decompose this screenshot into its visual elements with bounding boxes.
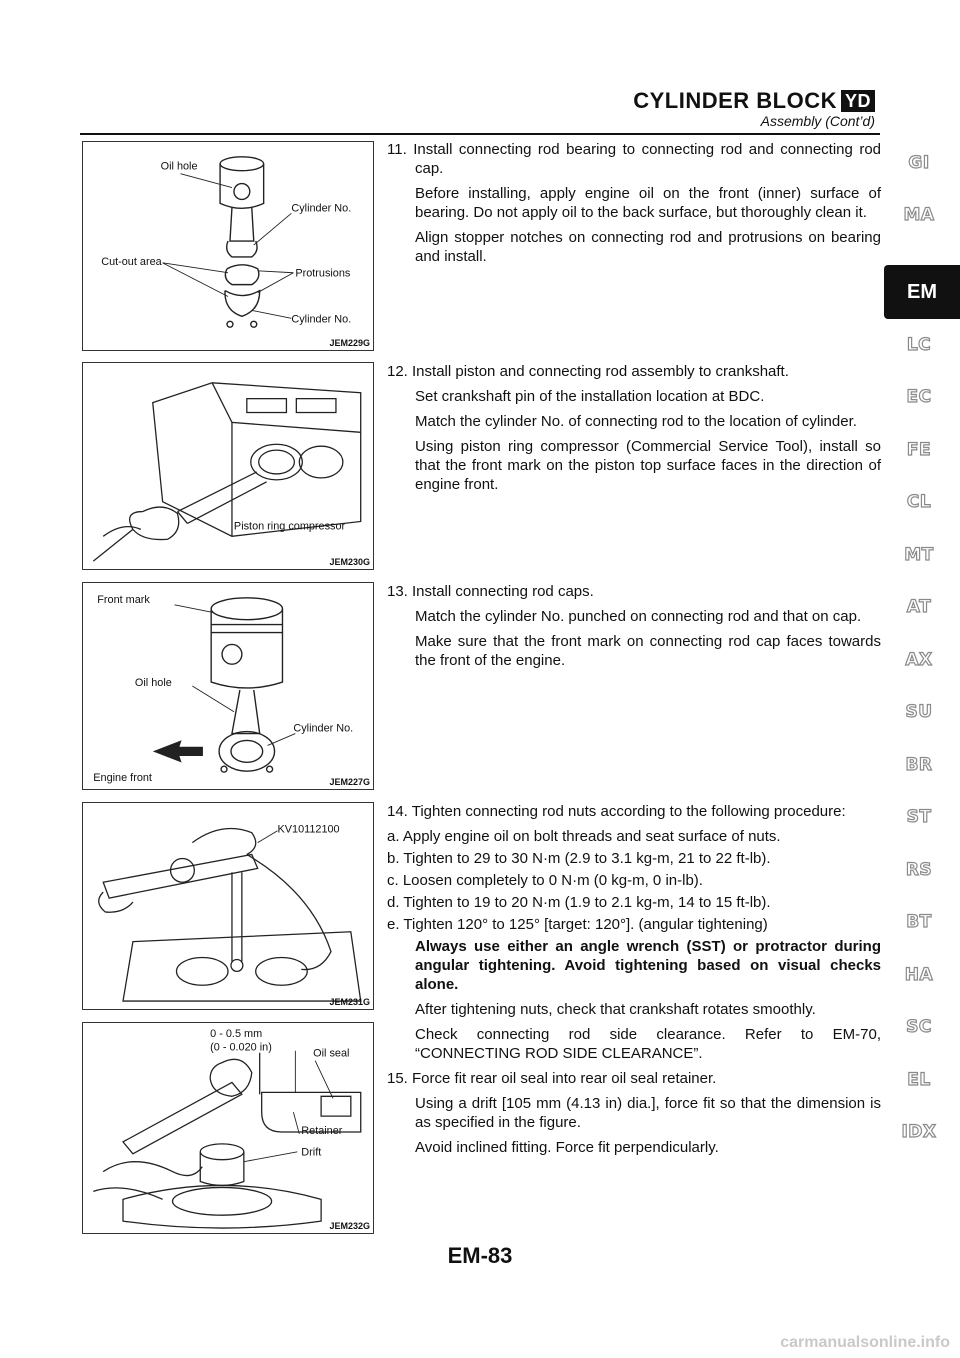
- tab-bt[interactable]: BT: [906, 912, 932, 932]
- label-piston-ring-compressor: Piston ring compressor: [233, 520, 346, 533]
- step-13: [387, 582, 881, 676]
- figure-code: JEM230G: [329, 557, 370, 567]
- figure-code: JEM231G: [329, 997, 370, 1007]
- piston-install-illustration: [83, 363, 373, 569]
- step-13-title: 13. Install connecting rod caps.: [387, 583, 594, 600]
- label-retainer: Retainer: [301, 1124, 343, 1137]
- tab-gi[interactable]: GI: [908, 153, 930, 173]
- step-12: [387, 362, 881, 500]
- step-12-title: 12. Install piston and connecting rod assembly to crankshaft.: [387, 363, 789, 380]
- tab-em-active[interactable]: EM: [884, 265, 960, 319]
- tab-st[interactable]: ST: [906, 807, 932, 827]
- step-14-para: After tightening nuts, check that crankshaft rotates smoothly.: [415, 1001, 816, 1018]
- nut-tightening-illustration: [83, 803, 373, 1009]
- figure-code: JEM227G: [329, 777, 370, 787]
- step-11-para: Before installing, apply engine oil on the front (inner) surface of bearing. Do not apply oil to the back surface, but thoroughly clean it.: [415, 185, 881, 221]
- step-14-warning: Always use either an angle wrench (SST) or protractor during angular tightening. Avoid tightening based on visual checks alone.: [415, 938, 881, 993]
- tab-el[interactable]: EL: [907, 1070, 931, 1090]
- tab-ha[interactable]: HA: [904, 965, 934, 985]
- label-kv10112100: KV10112100: [277, 823, 340, 836]
- step-14-d: d. Tighten to 19 to 20 N·m (1.9 to 2.1 kg-m, 14 to 15 ft-lb).: [387, 894, 771, 911]
- step-14-title: 14. Tighten connecting rod nuts according to the following procedure:: [387, 803, 846, 820]
- label-oil-seal: Oil seal: [313, 1047, 350, 1060]
- section-title: [633, 88, 875, 114]
- tab-ec[interactable]: EC: [906, 387, 932, 407]
- label-cylinder-no: Cylinder No.: [293, 722, 354, 735]
- label-oil-hole: Oil hole: [160, 160, 198, 173]
- figure-jem230g: [82, 362, 374, 570]
- label-clearance-in: (0 - 0.020 in): [210, 1041, 272, 1054]
- tab-at[interactable]: AT: [906, 597, 932, 617]
- step-13-para: Match the cylinder No. punched on connecting rod and that on cap.: [415, 608, 862, 625]
- step-14-para: Check connecting rod side clearance. Refer to EM-70, “CONNECTING ROD SIDE CLEARANCE”.: [415, 1026, 881, 1062]
- step-14-c: c. Loosen completely to 0 N·m (0 kg-m, 0 in-lb).: [387, 872, 703, 889]
- figure-code: JEM229G: [329, 338, 370, 348]
- step-14: [387, 802, 881, 1163]
- rod-bearing-illustration: [83, 142, 373, 350]
- header-rule: [80, 133, 880, 135]
- tab-su[interactable]: SU: [905, 702, 933, 722]
- engine-badge: YD: [841, 90, 875, 112]
- section-title-text: CYLINDER BLOCK: [633, 88, 837, 113]
- step-14-b: b. Tighten to 29 to 30 N·m (2.9 to 3.1 kg-m, 21 to 22 ft-lb).: [387, 850, 771, 867]
- label-clearance-mm: 0 - 0.5 mm: [210, 1027, 263, 1040]
- label-drift: Drift: [301, 1146, 322, 1159]
- label-front-mark: Front mark: [97, 593, 150, 606]
- rod-cap-illustration: [83, 583, 373, 789]
- oil-seal-fitting-illustration: [83, 1023, 373, 1233]
- label-engine-front: Engine front: [93, 772, 152, 785]
- label-oil-hole: Oil hole: [134, 677, 172, 689]
- tab-lc[interactable]: LC: [906, 335, 932, 355]
- step-13-para: Make sure that the front mark on connecting rod cap faces towards the front of the engine.: [415, 633, 881, 669]
- label-cylinder-no: Cylinder No.: [291, 202, 352, 215]
- tab-rs[interactable]: RS: [905, 860, 933, 880]
- tab-ma[interactable]: MA: [903, 205, 935, 225]
- tab-sc[interactable]: SC: [906, 1017, 932, 1037]
- step-11: [387, 140, 881, 272]
- label-cut-out-area: Cut-out area: [101, 255, 162, 268]
- step-12-para: Using piston ring compressor (Commercial Service Tool), install so that the front mark on the piston top surface faces in the direction of engine front.: [415, 438, 881, 493]
- tab-br[interactable]: BR: [905, 755, 933, 775]
- tab-mt[interactable]: MT: [904, 545, 934, 565]
- step-14-e: e. Tighten 120° to 125° [target: 120°]. (angular tightening): [387, 916, 768, 933]
- figure-jem231g: [82, 802, 374, 1010]
- step-14-a: a. Apply engine oil on bolt threads and seat surface of nuts.: [387, 828, 781, 845]
- figure-jem227g: [82, 582, 374, 790]
- figure-jem232g: [82, 1022, 374, 1234]
- tab-cl[interactable]: CL: [906, 492, 932, 512]
- section-index-tabs: [880, 135, 960, 1155]
- tab-idx[interactable]: IDX: [901, 1122, 937, 1142]
- page-number: EM-83: [447, 1243, 513, 1268]
- step-15-para: Avoid inclined fitting. Force fit perpendicularly.: [415, 1139, 719, 1156]
- watermark-text: carmanualsonline.info: [780, 1334, 950, 1351]
- figure-code: JEM232G: [329, 1221, 370, 1231]
- tab-ax[interactable]: AX: [905, 650, 933, 670]
- step-12-para: Match the cylinder No. of connecting rod to the location of cylinder.: [415, 413, 857, 430]
- step-15-para: Using a drift [105 mm (4.13 in) dia.], force fit so that the dimension is as specified in the figure.: [415, 1095, 881, 1131]
- label-protrusions: Protrusions: [295, 267, 351, 280]
- section-subtitle: Assembly (Cont’d): [760, 113, 875, 129]
- page-header: [0, 0, 960, 135]
- tab-fe[interactable]: FE: [906, 440, 932, 460]
- step-15-title: 15. Force fit rear oil seal into rear oil seal retainer.: [387, 1070, 717, 1087]
- step-12-para: Set crankshaft pin of the installation location at BDC.: [415, 388, 765, 405]
- step-11-title: 11. Install connecting rod bearing to connecting rod and connecting rod cap.: [387, 141, 881, 177]
- label-cylinder-no-cap: Cylinder No.: [291, 313, 352, 326]
- step-11-para: Align stopper notches on connecting rod and protrusions on bearing and install.: [415, 229, 881, 265]
- figure-jem229g: [82, 141, 374, 351]
